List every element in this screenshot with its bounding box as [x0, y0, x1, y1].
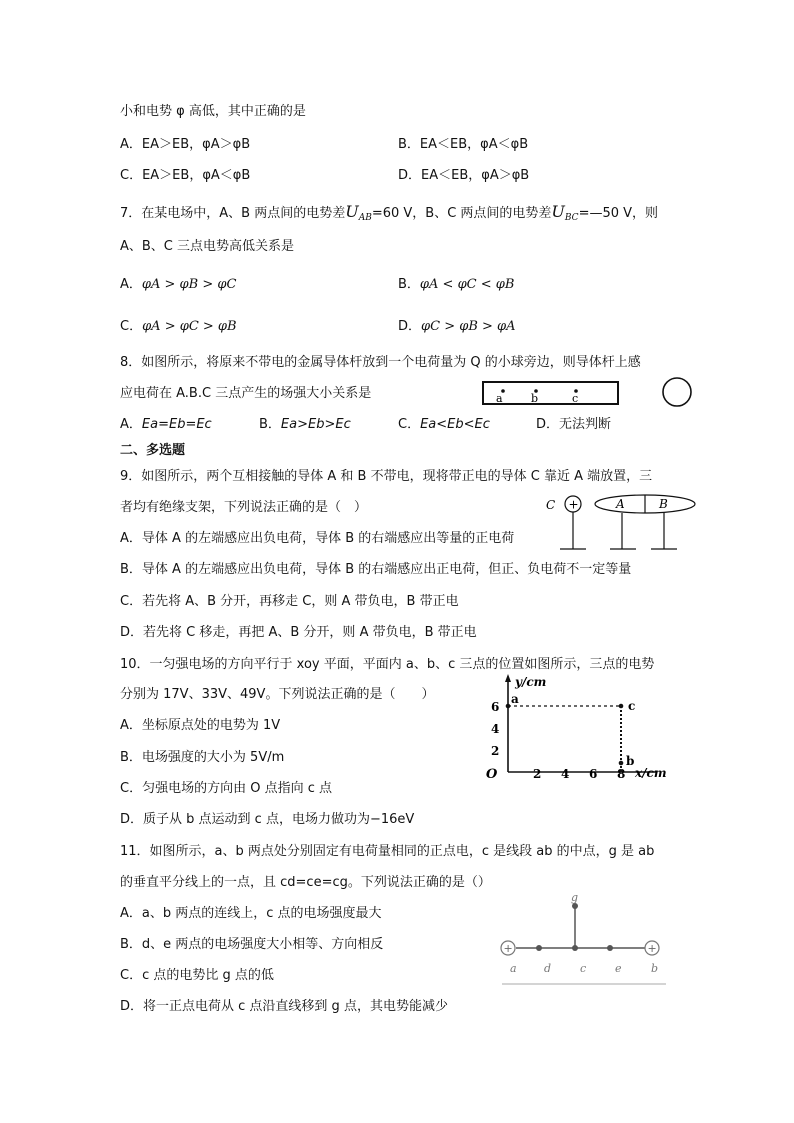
x-tick-8: 8 [617, 767, 626, 781]
q11-option-d [120, 998, 448, 1016]
q10-coordinate-figure [478, 672, 678, 784]
option-text: 质子从 b 点运动到 c 点，电场力做功为−16eV [143, 812, 415, 827]
origin-label: O [486, 767, 498, 782]
plus-sign-a: + [503, 942, 513, 955]
point-a [506, 704, 511, 709]
q6-option-a [120, 136, 250, 154]
q8-stem-line2: 应电荷在 A.B.C 三点产生的场强大小关系是 [120, 386, 372, 401]
point-b [619, 761, 624, 766]
option-text: 坐标原点处的电势为 1V [141, 718, 281, 733]
q7-stem-line2: A、B、C 三点电势高低关系是 [120, 239, 295, 254]
conductor-b-label: B [659, 497, 668, 511]
option-text: c 点的电势比 g 点的低 [142, 968, 274, 983]
q7-stem-part: 7．在某电场中，A、B 两点间的电势差 [120, 206, 346, 221]
point-c-label: c [628, 699, 636, 713]
y-axis-label: y/cm [515, 675, 547, 689]
option-label: A． [120, 906, 142, 921]
option-label: A． [120, 417, 142, 432]
plus-sign-b: + [647, 942, 657, 955]
option-label: C． [120, 319, 143, 334]
option-text: EA＞EB，φA＞φB [141, 137, 251, 152]
point-d [536, 945, 542, 951]
q9-option-a [120, 530, 514, 548]
conductor-a-label: A [616, 497, 625, 511]
option-text: 若先将 A、B 分开，再移走 C，则 A 带负电，B 带正电 [142, 594, 459, 609]
q6-stem-continuation: 小和电势 φ 高低，其中正确的是 [120, 104, 306, 119]
q9-figure [540, 490, 710, 556]
q11-option-a [120, 905, 382, 923]
y-tick-6: 6 [491, 700, 500, 714]
q7-stem-line1 [120, 203, 658, 227]
option-label: C． [120, 168, 143, 183]
potential-difference-symbol: U [345, 202, 359, 221]
q9-option-b [120, 561, 631, 579]
point-c [619, 704, 624, 709]
option-text: 导体 A 的左端感应出负电荷，导体 B 的右端感应出等量的正电荷 [141, 531, 515, 546]
q11-stem-line2: 的垂直平分线上的一点，且 cd=ce=cg。下列说法正确的是（） [120, 875, 491, 890]
x-tick-6: 6 [589, 767, 598, 781]
option-label: B． [120, 937, 142, 952]
q10-option-c [120, 780, 332, 798]
option-text: 将一正点电荷从 c 点沿直线移到 g 点，其电势能减少 [143, 999, 448, 1014]
option-label: A． [120, 718, 142, 733]
point-c-label: c [580, 962, 587, 975]
option-label: D． [398, 168, 422, 183]
option-label: C． [120, 968, 143, 983]
option-label: B． [398, 137, 420, 152]
q10-option-d [120, 811, 414, 829]
option-text: φC > φB > φA [421, 319, 516, 334]
option-label: B． [398, 277, 420, 292]
option-label: A． [120, 277, 142, 292]
q7-option-d [398, 318, 516, 336]
option-label: D． [536, 417, 560, 432]
point-a-label: a [510, 962, 517, 975]
q10-option-b [120, 749, 284, 767]
q6-option-b [398, 136, 528, 154]
option-text: EA＞EB，φA＜φB [142, 168, 251, 183]
q11-figure [494, 890, 670, 988]
q7-option-b [398, 276, 514, 294]
point-g-label: g [571, 891, 579, 904]
option-text: Ea=Eb=Ec [141, 417, 212, 432]
q7-option-c [120, 318, 237, 336]
point-b-label: b [651, 962, 659, 975]
q9-option-d [120, 624, 477, 642]
point-c [572, 945, 578, 951]
q11-option-b [120, 936, 383, 954]
option-label: A． [120, 531, 142, 546]
option-label: D． [398, 319, 422, 334]
point-a-label: a [496, 392, 503, 405]
option-label: C． [120, 781, 143, 796]
q8-figure [478, 374, 698, 414]
q10-option-a [120, 717, 280, 735]
option-text: EA＜EB，φA＞φB [421, 168, 530, 183]
y-tick-4: 4 [491, 722, 500, 736]
q11-option-c [120, 967, 274, 985]
q9-option-c [120, 593, 459, 611]
option-text: φA > φC > φB [142, 319, 237, 334]
point-b-label: b [626, 754, 635, 768]
q8-option-a [120, 416, 212, 434]
conductor-c-label: C [546, 498, 556, 512]
option-text: Ea>Eb>Ec [280, 417, 351, 432]
plus-sign: + [568, 497, 579, 512]
point-e [607, 945, 613, 951]
q8-option-b [259, 416, 351, 434]
option-text: EA＜EB，φA＜φB [419, 137, 529, 152]
q6-option-c [120, 167, 250, 185]
option-label: D． [120, 999, 144, 1014]
q8-option-c [398, 416, 490, 434]
q6-option-d [398, 167, 529, 185]
option-text: Ea<Eb<Ec [420, 417, 490, 432]
option-label: D． [120, 812, 144, 827]
option-label: C． [398, 417, 421, 432]
option-text: 电场强度的大小为 5V/m [141, 750, 285, 765]
q11-stem-line1: 11．如图所示，a、b 两点处分别固定有电荷量相同的正点电，c 是线段 ab 的中点，g 是 ab [120, 844, 655, 859]
point-d-label: d [544, 962, 552, 975]
q7-stem-part: =60 V，B、C 两点间的电势差 [371, 206, 552, 221]
option-text: 若先将 C 移走，再把 A、B 分开，则 A 带负电，B 带正电 [143, 625, 477, 640]
q10-stem-line2: 分别为 17V、33V、49V。下列说法正确的是（ ） [120, 687, 435, 702]
option-label: D． [120, 625, 144, 640]
option-label: B． [259, 417, 281, 432]
conductor-rod [483, 382, 618, 404]
q8-stem-line1: 8．如图所示，将原来不带电的金属导体杆放到一个电荷量为 Q 的小球旁边，则导体杆上感 [120, 355, 641, 370]
option-text: 导体 A 的左端感应出负电荷，导体 B 的右端感应出正电荷，但正、负电荷不一定等量 [141, 562, 632, 577]
q9-stem-line1: 9．如图所示，两个互相接触的导体 A 和 B 不带电，现将带正电的导体 C 靠近 A 端放置，三 [120, 469, 653, 484]
option-label: B． [120, 562, 142, 577]
point-c-label: c [572, 392, 579, 405]
section-heading-multiple-choice: 二、多选题 [120, 443, 186, 458]
subscript: BC [564, 213, 579, 223]
q8-option-d [536, 416, 611, 434]
x-tick-4: 4 [561, 767, 570, 781]
q7-option-a [120, 276, 236, 294]
option-text: φA > φB > φC [141, 277, 237, 292]
option-label: A． [120, 137, 142, 152]
y-axis-arrow [505, 674, 511, 682]
x-axis-label: x/cm [635, 766, 667, 780]
x-tick-2: 2 [533, 767, 542, 781]
point-b-label: b [531, 392, 539, 405]
point-e-label: e [615, 962, 622, 975]
point-a-label: a [511, 692, 519, 706]
q9-stem-line2: 者均有绝缘支架，下列说法正确的是（ ） [120, 500, 368, 515]
option-text: φA < φC < φB [419, 277, 515, 292]
option-text: d、e 两点的电场强度大小相等、方向相反 [141, 937, 384, 952]
y-tick-2: 2 [491, 744, 500, 758]
option-text: 匀强电场的方向由 O 点指向 c 点 [142, 781, 332, 796]
q10-stem-line1: 10．一匀强电场的方向平行于 xoy 平面，平面内 a、b、c 三点的位置如图所示，三点的电势 [120, 657, 655, 672]
subscript: AB [358, 213, 372, 223]
option-text: a、b 两点的连线上，c 点的电场强度最大 [141, 906, 382, 921]
potential-difference-symbol: U [551, 202, 565, 221]
option-text: 无法判断 [559, 417, 612, 432]
option-label: B． [120, 750, 142, 765]
q7-stem-part: =—50 V，则 [578, 206, 659, 221]
charged-ball [663, 378, 691, 406]
option-label: C． [120, 594, 143, 609]
